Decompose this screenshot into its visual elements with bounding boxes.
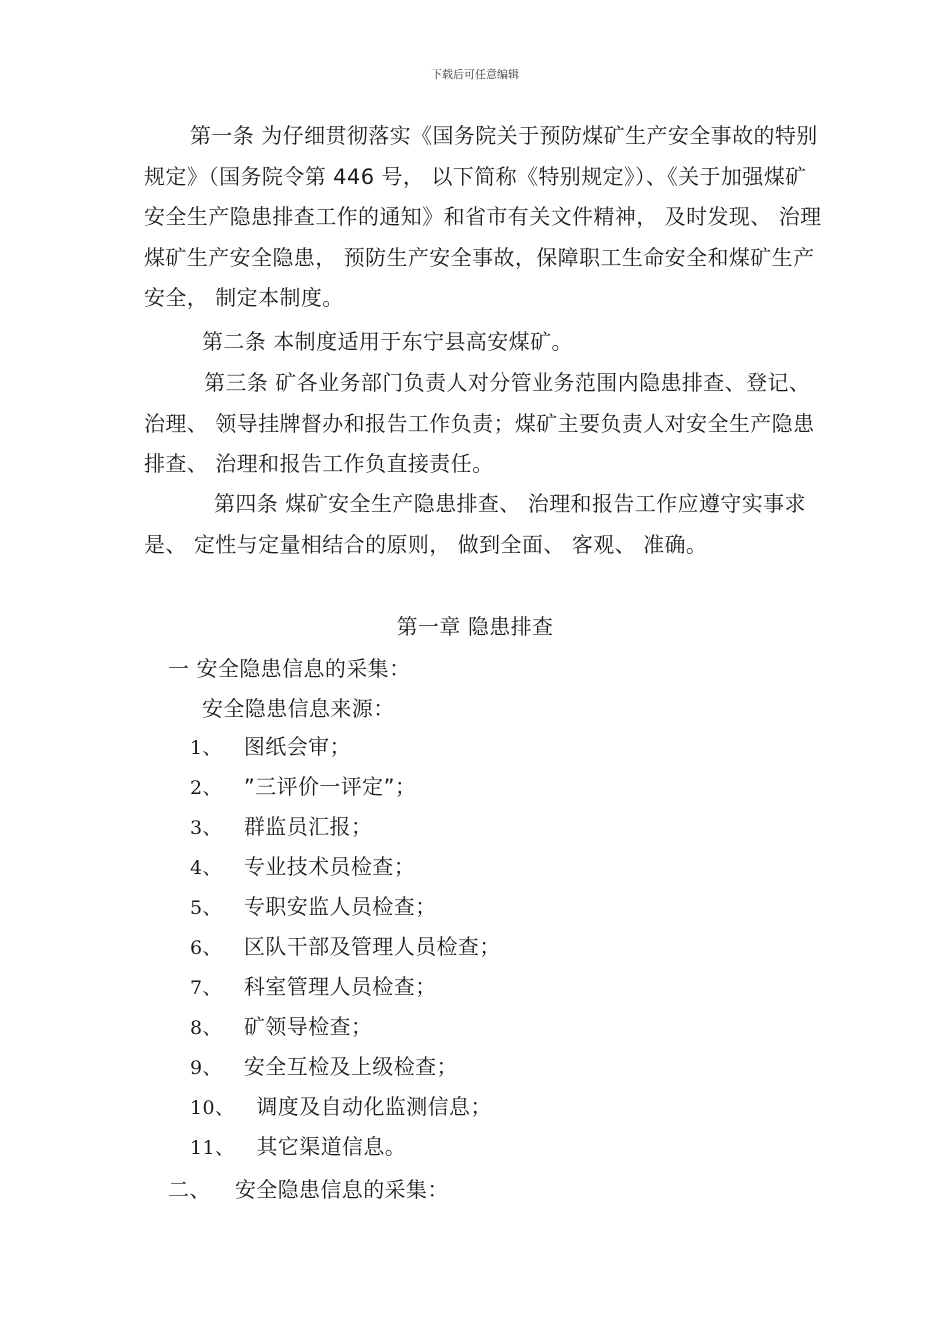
list-item-text: 调度及自动化监测信息； [256,1095,492,1119]
list-item-text: 矿领导检查； [243,1015,373,1039]
list-item [190,813,501,853]
list-item-number: 3、 [190,817,222,839]
list-item-text: 群监员汇报； [243,815,373,839]
list-item-text: ”三评价一评定”； [243,775,417,799]
list-item [190,1053,501,1093]
list-item [190,853,501,893]
list-item-text: 专职安监人员检查； [243,895,437,919]
list-item-number: 2、 [190,777,222,799]
list-item-number: 5、 [190,897,222,919]
section-one-heading: 一 安全隐患信息的采集： [168,657,411,681]
list-item-text: 区队干部及管理人员检查； [243,935,501,959]
list-item-text: 其它渠道信息。 [256,1135,407,1159]
list-item-number: 11、 [190,1137,235,1159]
list-item-number: 4、 [190,857,222,879]
list-item-text: 科室管理人员检查； [243,975,437,999]
section-two-number: 二、 [168,1178,211,1202]
list-item-number: 10、 [190,1097,235,1119]
sources-heading: 安全隐患信息来源： [202,697,395,721]
list-item [190,893,501,933]
list-item-number: 6、 [190,937,222,959]
list-item-text: 安全互检及上级检查； [243,1055,458,1079]
list-item [190,973,501,1013]
list-item-number: 7、 [190,977,222,999]
article-3: 第三条 矿各业务部门负责人对分管业务范围内隐患排查、登记、 治理、 领导挂牌督办和报告工作负责；煤矿主要负责人对安全生产隐患排查、 治理和报告工作负直接责任。 [144,371,815,476]
list-item [190,1013,501,1053]
list-item-number: 1、 [190,737,222,759]
list-item [190,1093,501,1133]
list-item [190,1133,501,1173]
sources-list [190,733,501,1173]
list-item-text: 图纸会审； [243,735,351,759]
list-item [190,773,501,813]
article-1: 第一条 为仔细贯彻落实《国务院关于预防煤矿生产安全事故的特别规定》（国务院令第 446 号， 以下简称《特别规定》）、《关于加强煤矿安全生产隐患排查工作的通知》和省市有关文件精神， 及时发现、 治理煤矿生产安全隐患， 预防生产安全事故，保障职工生命安全和煤矿生产安全， 制定本制度。 [144,124,822,310]
list-item-text: 专业技术员检查； [243,855,416,879]
section-two-heading [168,1177,449,1203]
list-item [190,733,501,773]
list-item-number: 9、 [190,1057,222,1079]
article-4: 第四条 煤矿安全生产隐患排查、 治理和报告工作应遵守实事求是、 定性与定量相结合的原则， 做到全面、 客观、 准确。 [144,492,806,557]
chapter-title: 第一章 隐患排查 [396,615,554,639]
list-item-number: 8、 [190,1017,222,1039]
header-note: 下载后可任意编辑 [431,68,519,81]
list-item [190,933,501,973]
article-2: 第二条 本制度适用于东宁县高安煤矿。 [202,330,573,354]
section-two-text: 安全隐患信息的采集： [234,1178,449,1202]
